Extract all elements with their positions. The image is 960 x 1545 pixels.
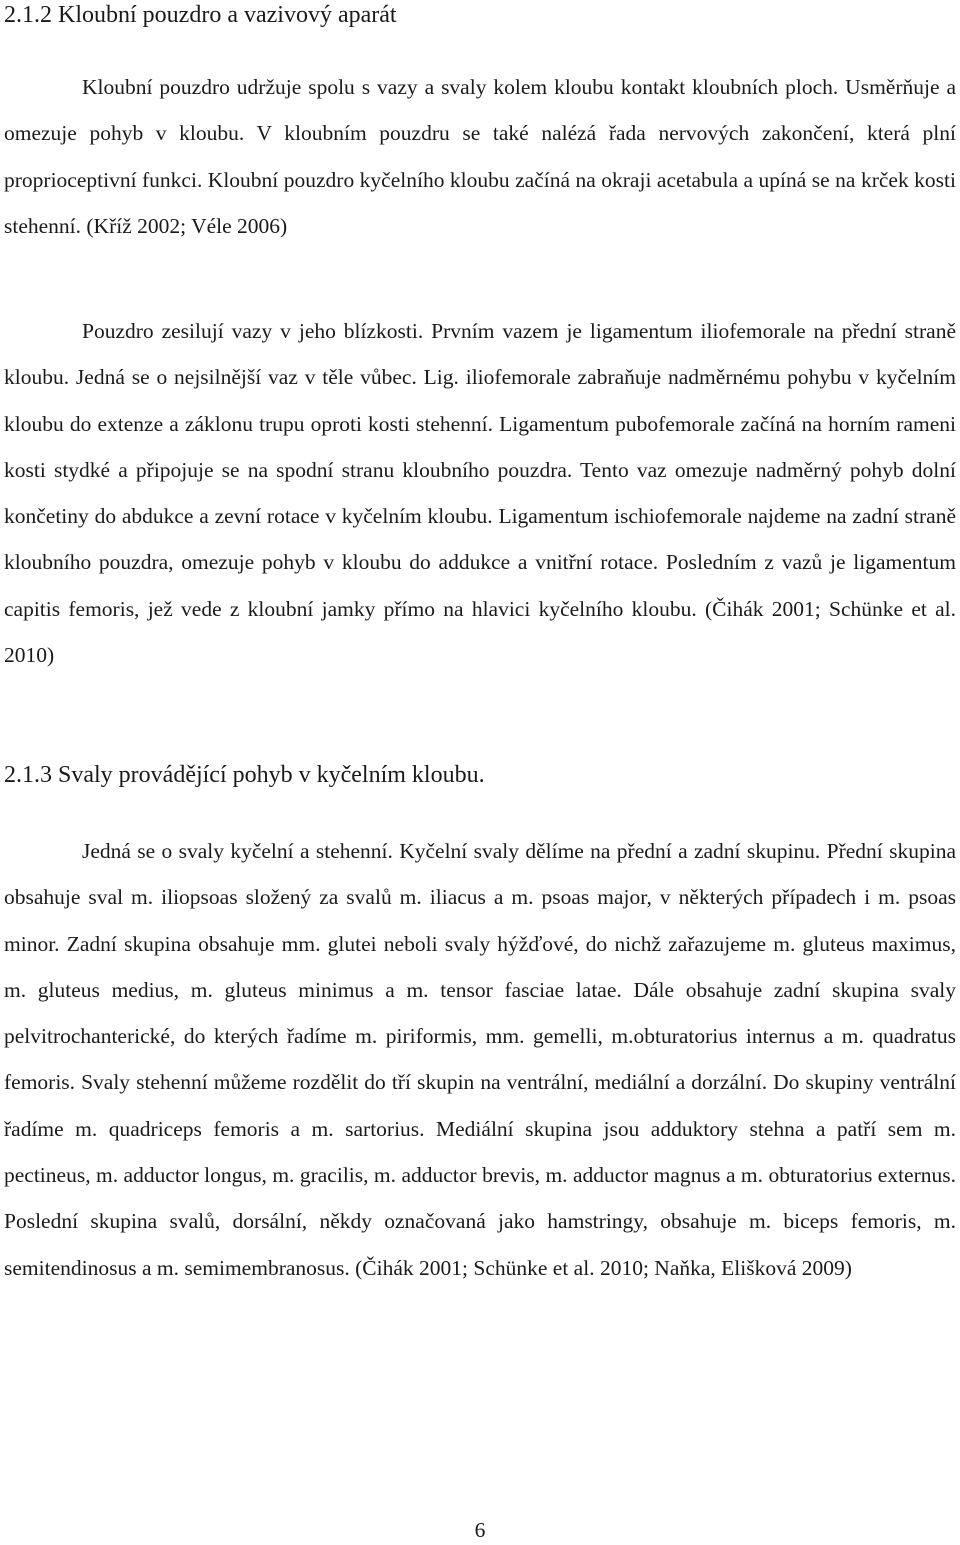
section-heading-hip-muscles: 2.1.3 Svaly provádějící pohyb v kyčelním kloubu. [4,762,485,788]
paragraph-joint-capsule: Kloubní pouzdro udržuje spolu s vazy a svaly kolem kloubu kontakt kloubních ploch. Usměrňuje a omezuje pohyb v kloubu. V kloubním pouzdru se také nalézá řada nervových zakončení, která plní proprioceptivní funkci. Kloubní pouzdro kyčelního kloubu začíná na okraji acetabula a upíná se na krček kosti stehenní. (Kříž 2002; Véle 2006) [4,75,956,238]
paragraph-ligaments: Pouzdro zesilují vazy v jeho blízkosti. Prvním vazem je ligamentum iliofemorale na přední straně kloubu. Jedná se o nejsilnější vaz v těle vůbec. Lig. iliofemorale zabraňuje nadměrnému pohybu v kyčelním kloubu do extenze a záklonu trupu oproti kosti stehenní. Ligamentum pubofemorale začíná na horním rameni kosti stydké a připojuje se na spodní stranu kloubního pouzdra. Tento vaz omezuje nadměrný pohyb dolní končetiny do abdukce a zevní rotace v kyčelním kloubu. Ligamentum ischiofemorale najdeme na zadní straně kloubního pouzdra, omezuje pohyb v kloubu do addukce a vnitřní rotace. Posledním z vazů je ligamentum capitis femoris, jež vede z kloubní jamky přímo na hlavici kyčelního kloubu. (Čihák 2001; Schünke et al. 2010) [4,319,956,668]
paragraph-hip-muscles: Jedná se o svaly kyčelní a stehenní. Kyčelní svaly dělíme na přední a zadní skupinu. Přední skupina obsahuje sval m. iliopsoas složený za svalů m. iliacus a m. psoas major, v některých případech i m. psoas minor. Zadní skupina obsahuje mm. glutei neboli svaly hýžďové, do nichž zařazujeme m. gluteus maximus, m. gluteus medius, m. gluteus minimus a m. tensor fasciae latae. Dále obsahuje zadní skupina svaly pelvitrochanterické, do kterých řadíme m. piriformis, mm. gemelli, m.obturatorius internus a m. quadratus femoris. Svaly stehenní můžeme rozdělit do tří skupin na ventrální, mediální a dorzální. Do skupiny ventrální řadíme m. quadriceps femoris a m. sartorius. Mediální skupina jsou adduktory stehna a patří sem m. pectineus, m. adductor longus, m. gracilis, m. adductor brevis, m. adductor magnus a m. obturatorius externus. Poslední skupina svalů, dorsální, někdy označovaná jako hamstringy, obsahuje m. biceps femoris, m. semitendinosus a m. semimembranosus. (Čihák 2001; Schünke et al. 2010; Naňka, Elišková 2009) [4,839,956,1280]
page-number: 6 [474,1518,486,1542]
section-heading-joint-capsule: 2.1.2 Kloubní pouzdro a vazivový aparát [4,2,397,28]
